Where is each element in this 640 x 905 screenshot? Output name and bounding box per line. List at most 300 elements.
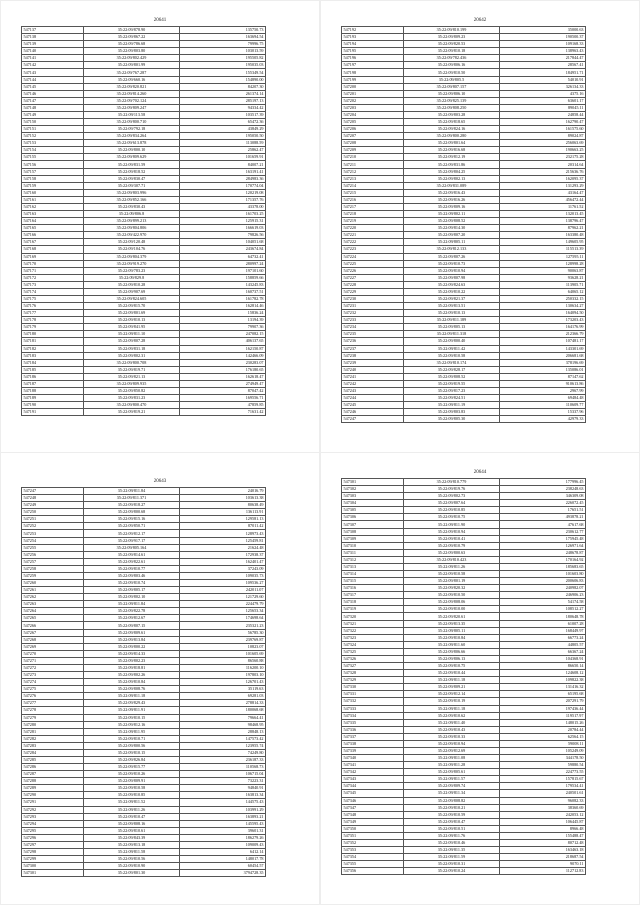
amount-cell: 59008.11 <box>500 740 586 747</box>
amount-cell: 128973.43 <box>180 530 266 537</box>
record-id-cell: 547328 <box>342 670 404 677</box>
record-id-cell: 547268 <box>22 636 84 643</box>
amount-cell: 161782.78 <box>180 295 266 302</box>
timestamp-cell: 35:22:09/803.80 <box>84 48 180 55</box>
amount-cell: 240501.61 <box>500 790 586 797</box>
record-id-cell: 547322 <box>342 627 404 634</box>
record-id-cell: 547321 <box>342 620 404 627</box>
record-id-cell: 547181 <box>22 338 84 345</box>
table-row <box>22 650 266 657</box>
amount-cell: 79996.75 <box>180 41 266 48</box>
page-title: 20641 <box>153 18 167 23</box>
timestamp-cell: 35:22:09/782.436 <box>404 55 500 62</box>
table-row <box>22 203 266 210</box>
amount-cell: 113088.59 <box>180 140 266 147</box>
table-row <box>22 402 266 409</box>
table-row <box>342 253 586 260</box>
timestamp-cell: 35:22:09/804.806 <box>84 225 180 232</box>
timestamp-cell: 35:22:09/811.18 <box>404 677 500 684</box>
table-row <box>22 551 266 558</box>
timestamp-cell: 35:22:09/810.18 <box>404 48 500 55</box>
amount-cell: 155349.54 <box>180 69 266 76</box>
amount-cell: 101659.91 <box>180 154 266 161</box>
amount-cell: 126701.43 <box>180 679 266 686</box>
record-id-cell: 547276 <box>22 693 84 700</box>
table-row <box>22 594 266 601</box>
amount-cell: 162150.87 <box>180 345 266 352</box>
timestamp-cell: 35:22:09/829.43 <box>84 700 180 707</box>
record-id-cell: 547180 <box>22 331 84 338</box>
record-id-cell: 547335 <box>342 719 404 726</box>
record-id-cell: 547221 <box>342 232 404 239</box>
amount-cell: 243674.84 <box>180 246 266 253</box>
table-row <box>22 686 266 693</box>
record-id-cell: 547256 <box>22 551 84 558</box>
timestamp-cell: 35:22:09/786.68 <box>84 41 180 48</box>
record-id-cell: 547263 <box>22 601 84 608</box>
record-id-cell: 547294 <box>22 820 84 827</box>
table-row <box>22 154 266 161</box>
timestamp-cell: 35:22:09/810.61 <box>84 827 180 834</box>
timestamp-cell: 35:22:09/834.264 <box>84 133 180 140</box>
timestamp-cell: 35:22:09/810.31 <box>404 861 500 868</box>
amount-cell: 79826.56 <box>180 232 266 239</box>
timestamp-cell: 35:22:09/810.21 <box>404 804 500 811</box>
record-id-cell: 547325 <box>342 648 404 655</box>
table-row <box>22 317 266 324</box>
record-id-cell: 547199 <box>342 76 404 83</box>
table-row <box>342 698 586 705</box>
timestamp-cell: 35:22:09/810.13 <box>84 317 180 324</box>
table-row <box>22 771 266 778</box>
table-row <box>342 76 586 83</box>
amount-cell: 24858.44 <box>500 111 586 118</box>
table-row <box>342 345 586 352</box>
timestamp-cell: 35:22:09/824.605 <box>84 295 180 302</box>
table-row <box>342 303 586 310</box>
table-row <box>22 239 266 246</box>
table-row <box>22 331 266 338</box>
amount-cell: 236187.33 <box>180 756 266 763</box>
record-id-cell: 547282 <box>22 735 84 742</box>
timestamp-cell: 35:22:09/810.58 <box>404 352 500 359</box>
timestamp-cell: 35:22:09/802.73 <box>404 493 500 500</box>
page-title: 20643 <box>153 479 167 484</box>
amount-cell: 47859.85 <box>180 402 266 409</box>
table-row <box>22 834 266 841</box>
table-row <box>342 97 586 104</box>
amount-cell: 109009.43 <box>180 841 266 848</box>
timestamp-cell: 35:22:09/806.8 <box>84 211 180 218</box>
table-row <box>342 634 586 641</box>
table-row <box>342 48 586 55</box>
table-row <box>22 126 266 133</box>
timestamp-cell: 35:22:09/810.174 <box>404 359 500 366</box>
record-id-cell: 547203 <box>342 104 404 111</box>
amount-cell: 103613.38 <box>180 495 266 502</box>
amount-cell: 43378.00 <box>180 203 266 210</box>
record-id-cell: 547228 <box>342 281 404 288</box>
table-row <box>22 175 266 182</box>
table-row <box>342 133 586 140</box>
amount-cell: 190663.25 <box>500 147 586 154</box>
amount-cell: 155488.47 <box>500 832 586 839</box>
timestamp-cell: 35:22:09/810.71 <box>84 735 180 742</box>
amount-cell: 127595.11 <box>500 253 586 260</box>
record-id-cell: 547323 <box>342 634 404 641</box>
amount-cell: 232175.28 <box>500 154 586 161</box>
timestamp-cell: 35:22:09/811.35 <box>404 847 500 854</box>
record-id-cell: 547147 <box>22 97 84 104</box>
amount-cell: 104368.91 <box>500 655 586 662</box>
timestamp-cell: 35:22:09/811.57 <box>404 776 500 783</box>
amount-cell: 185683.65 <box>500 563 586 570</box>
table-row <box>22 756 266 763</box>
timestamp-cell: 35:22:09/807.26 <box>404 253 500 260</box>
timestamp-cell: 35:22:09/831.18 <box>84 345 180 352</box>
amount-cell: 135086.01 <box>500 366 586 373</box>
table-row <box>22 133 266 140</box>
table-row <box>342 868 586 875</box>
amount-cell: 128998.28 <box>500 260 586 267</box>
record-id-cell: 547348 <box>342 811 404 818</box>
amount-cell: 89045.11 <box>500 104 586 111</box>
record-id-cell: 547333 <box>342 705 404 712</box>
timestamp-cell: 35:22:09/822.78 <box>84 608 180 615</box>
record-id-cell: 547258 <box>22 565 84 572</box>
table-row <box>342 225 586 232</box>
record-id-cell: 547298 <box>22 848 84 855</box>
timestamp-cell: 35:22:09/803.996 <box>84 189 180 196</box>
table-row <box>342 854 586 861</box>
table-row <box>342 324 586 331</box>
record-id-cell: 547206 <box>342 126 404 133</box>
timestamp-cell: 35:22:09/811.91 <box>84 707 180 714</box>
amount-cell: 230612.77 <box>500 528 586 535</box>
amount-cell: 138796.47 <box>500 218 586 225</box>
amount-cell: 278814.33 <box>180 700 266 707</box>
record-id-cell: 547264 <box>22 608 84 615</box>
amount-cell: 10823.07 <box>180 643 266 650</box>
record-id-cell: 547140 <box>22 48 84 55</box>
timestamp-cell: 35:22:09/801.99 <box>84 62 180 69</box>
timestamp-cell: 35:22:09/907.69 <box>84 288 180 295</box>
record-id-cell: 547261 <box>22 587 84 594</box>
table-row <box>22 97 266 104</box>
amount-cell: 246906.23 <box>500 592 586 599</box>
timestamp-cell: 35:22:09/807.20 <box>404 232 500 239</box>
amount-cell: 54010.91 <box>500 76 586 83</box>
amount-cell: 247082.15 <box>180 331 266 338</box>
timestamp-cell: 35:22:09/817.23 <box>404 387 500 394</box>
table-row <box>22 359 266 366</box>
record-id-cell: 547354 <box>342 854 404 861</box>
record-id-cell: 547229 <box>342 288 404 295</box>
table-row <box>342 62 586 69</box>
record-id-cell: 547185 <box>22 366 84 373</box>
timestamp-cell: 35:22:09/810.44 <box>404 670 500 677</box>
amount-cell: 239769.87 <box>180 636 266 643</box>
amount-cell: 17651.51 <box>500 507 586 514</box>
table-row <box>22 345 266 352</box>
table-row <box>342 260 586 267</box>
record-id-cell: 547172 <box>22 274 84 281</box>
document-page <box>321 453 639 904</box>
record-id-cell: 547303 <box>342 493 404 500</box>
amount-cell: 61007.28 <box>500 620 586 627</box>
table-row <box>342 34 586 41</box>
timestamp-cell: 35:22:09/810.94 <box>404 740 500 747</box>
timestamp-cell: 35:22:09/810.58 <box>404 571 500 578</box>
timestamp-cell: 35:22:09/814.61 <box>84 551 180 558</box>
record-id-cell: 547231 <box>342 303 404 310</box>
table-row <box>342 571 586 578</box>
amount-cell: 121729.60 <box>180 594 266 601</box>
record-id-cell: 547345 <box>342 790 404 797</box>
record-id-cell: 547240 <box>342 366 404 373</box>
amount-cell: 218687.54 <box>500 854 586 861</box>
table-row <box>342 486 586 493</box>
timestamp-cell: 35:22:09/803.83 <box>404 409 500 416</box>
timestamp-cell: 35:22:09/824.16 <box>404 126 500 133</box>
amount-cell: 235321.23 <box>180 622 266 629</box>
amount-cell: 197436.44 <box>500 705 586 712</box>
record-id-cell: 547301 <box>22 870 84 877</box>
table-row <box>22 62 266 69</box>
record-id-cell: 547342 <box>342 769 404 776</box>
timestamp-cell: 35:22:09/810.84 <box>404 634 500 641</box>
table-row <box>342 726 586 733</box>
table-row <box>342 288 586 295</box>
record-id-cell: 547242 <box>342 380 404 387</box>
record-id-cell: 547167 <box>22 239 84 246</box>
timestamp-cell: 35:22:09/809.247 <box>84 104 180 111</box>
amount-cell: 197101.60 <box>180 267 266 274</box>
table-row <box>22 657 266 664</box>
record-id-cell: 547284 <box>22 749 84 756</box>
table-row <box>22 267 266 274</box>
table-row <box>22 615 266 622</box>
record-id-cell: 547327 <box>342 663 404 670</box>
table-row <box>342 663 586 670</box>
record-id-cell: 547238 <box>342 352 404 359</box>
timestamp-cell: 35:22:09/824.51 <box>404 395 500 402</box>
timestamp-cell: 35:22:09/810.41 <box>404 535 500 542</box>
record-id-cell: 547160 <box>22 189 84 196</box>
record-id-cell: 547217 <box>342 203 404 210</box>
amount-cell: 73223.31 <box>180 778 266 785</box>
timestamp-cell: 35:22:09/831.089 <box>404 182 500 189</box>
record-id-cell: 547254 <box>22 537 84 544</box>
timestamp-cell: 35:22:09/810.19 <box>404 698 500 705</box>
timestamp-cell: 35:22:09/831.86 <box>404 161 500 168</box>
timestamp-cell: 35:22:09/824.63 <box>404 281 500 288</box>
table-row <box>342 507 586 514</box>
timestamp-cell: 35:22:09/810.26 <box>84 771 180 778</box>
amount-cell: 174698.64 <box>180 615 266 622</box>
timestamp-cell: 35:22:09/307.71 <box>84 182 180 189</box>
amount-cell: 285197.13 <box>180 97 266 104</box>
timestamp-cell: 35:22:09/818.65 <box>404 119 500 126</box>
table-row <box>342 627 586 634</box>
table-row <box>22 495 266 502</box>
table-row <box>342 175 586 182</box>
table-row <box>342 359 586 366</box>
amount-cell: 20314.64 <box>500 161 586 168</box>
table-row <box>342 804 586 811</box>
table-row <box>342 69 586 76</box>
amount-cell: 80638.49 <box>180 502 266 509</box>
amount-cell: 107481.17 <box>500 338 586 345</box>
table-row <box>22 679 266 686</box>
timestamp-cell: 35:22:09/807.157 <box>404 83 500 90</box>
record-id-cell: 547235 <box>342 331 404 338</box>
record-id-cell: 547165 <box>22 225 84 232</box>
timestamp-cell: 35:22:09/810.47 <box>404 818 500 825</box>
timestamp-cell: 35:22:09/810.50 <box>404 592 500 599</box>
table-row <box>22 764 266 771</box>
timestamp-cell: 35:22:09/821.37 <box>404 295 500 302</box>
amount-cell: 160737.51 <box>180 288 266 295</box>
record-id-cell: 547301 <box>342 479 404 486</box>
record-id-cell: 547236 <box>342 338 404 345</box>
timestamp-cell: 35:22:09/810.74 <box>84 580 180 587</box>
record-id-cell: 547169 <box>22 253 84 260</box>
record-id-cell: 547267 <box>22 629 84 636</box>
amount-cell: 106445.87 <box>500 818 586 825</box>
table-row <box>22 806 266 813</box>
amount-cell: 132013.45 <box>500 211 586 218</box>
record-id-cell: 547344 <box>342 783 404 790</box>
amount-cell: 64065.12 <box>500 288 586 295</box>
table-row <box>22 544 266 551</box>
timestamp-cell: 35:22:09/800.63 <box>404 549 500 556</box>
amount-cell: 207291.79 <box>500 698 586 705</box>
amount-cell: 69484.48 <box>500 395 586 402</box>
table-row <box>342 90 586 97</box>
table-row <box>342 310 586 317</box>
record-id-cell: 547252 <box>22 523 84 530</box>
amount-cell: 6412.14 <box>180 848 266 855</box>
record-id-cell: 547349 <box>342 818 404 825</box>
record-id-cell: 547202 <box>342 97 404 104</box>
amount-cell: 94840.91 <box>180 785 266 792</box>
amount-cell: 186279.26 <box>180 834 266 841</box>
table-row <box>342 677 586 684</box>
timestamp-cell: 35:22:09/810.33 <box>404 733 500 740</box>
record-id-cell: 547143 <box>22 69 84 76</box>
record-id-cell: 547286 <box>22 764 84 771</box>
table-row <box>342 380 586 387</box>
record-id-cell: 547343 <box>342 776 404 783</box>
record-id-cell: 547159 <box>22 182 84 189</box>
amount-cell: 162401.47 <box>180 558 266 565</box>
amount-cell: 130634.27 <box>500 303 586 310</box>
timestamp-cell: 35:22:09/917.17 <box>84 537 180 544</box>
amount-cell: 105249.09 <box>500 747 586 754</box>
record-id-cell: 547351 <box>342 832 404 839</box>
record-id-cell: 547350 <box>342 825 404 832</box>
record-id-cell: 547158 <box>22 175 84 182</box>
table-row <box>342 776 586 783</box>
table-row <box>22 572 266 579</box>
timestamp-cell: 35:22:09/815.16 <box>84 516 180 523</box>
amount-cell: 120219.08 <box>180 189 266 196</box>
record-id-cell: 547164 <box>22 218 84 225</box>
record-id-cell: 547187 <box>22 380 84 387</box>
table-row <box>22 608 266 615</box>
record-id-cell: 547191 <box>22 409 84 416</box>
amount-cell: 69281.03 <box>180 693 266 700</box>
table-row <box>22 749 266 756</box>
record-id-cell: 547336 <box>342 726 404 733</box>
record-id-cell: 547168 <box>22 246 84 253</box>
record-id-cell: 547338 <box>342 740 404 747</box>
record-id-cell: 547226 <box>342 267 404 274</box>
timestamp-cell: 35:22:09/820.53 <box>404 41 500 48</box>
record-id-cell: 547304 <box>342 500 404 507</box>
timestamp-cell: 35:22:09/812.133 <box>404 246 500 253</box>
timestamp-cell: 35:22:09/816.43 <box>404 189 500 196</box>
record-id-cell: 547277 <box>22 700 84 707</box>
timestamp-cell: 35:22:09/805.11 <box>404 239 500 246</box>
table-row <box>342 847 586 854</box>
record-id-cell: 547257 <box>22 558 84 565</box>
timestamp-cell: 35:22:09/811.95 <box>84 728 180 735</box>
table-row <box>22 664 266 671</box>
timestamp-cell: 35:22:09/819.21 <box>84 409 180 416</box>
amount-cell: 456472.44 <box>500 196 586 203</box>
table-row <box>22 83 266 90</box>
timestamp-cell: 35:22:09/802.429 <box>84 55 180 62</box>
record-id-cell: 547320 <box>342 613 404 620</box>
record-id-cell: 547308 <box>342 528 404 535</box>
timestamp-cell: 35:22:09/767.287 <box>84 69 180 76</box>
table-row <box>22 55 266 62</box>
timestamp-cell: 35:22:09/850.82 <box>84 387 180 394</box>
record-id-cell: 547270 <box>22 650 84 657</box>
amount-cell: 162095.37 <box>500 175 586 182</box>
record-id-cell: 547244 <box>342 395 404 402</box>
amount-cell: 143245.83 <box>180 281 266 288</box>
timestamp-cell: 35:22:09/811.10 <box>84 331 180 338</box>
record-id-cell: 547144 <box>22 76 84 83</box>
amount-cell: 144575.43 <box>180 799 266 806</box>
record-id-cell: 547265 <box>22 615 84 622</box>
timestamp-cell: 35:22:09/808.52 <box>404 373 500 380</box>
table-row <box>22 288 266 295</box>
record-id-cell: 547149 <box>22 111 84 118</box>
table-row <box>342 218 586 225</box>
amount-cell: 39601.31 <box>180 827 266 834</box>
table-row <box>342 267 586 274</box>
record-id-cell: 547249 <box>22 502 84 509</box>
record-id-cell: 547150 <box>22 119 84 126</box>
amount-cell: 24016.79 <box>180 488 266 495</box>
record-id-cell: 547262 <box>22 594 84 601</box>
timestamp-cell: 35:22:09/422.970 <box>84 232 180 239</box>
table-row <box>342 549 586 556</box>
amount-cell: 158859.66 <box>180 274 266 281</box>
table-row <box>342 246 586 253</box>
timestamp-cell: 35:22:09/809.629 <box>84 154 180 161</box>
timestamp-cell: 35:22:09/810.22 <box>404 288 500 295</box>
timestamp-cell: 35:22:09/867.22 <box>84 34 180 41</box>
timestamp-cell: 35:22:09/815.77 <box>84 764 180 771</box>
table-row <box>342 352 586 359</box>
record-id-cell: 547171 <box>22 267 84 274</box>
timestamp-cell: 35:22:09/802.26 <box>84 672 180 679</box>
